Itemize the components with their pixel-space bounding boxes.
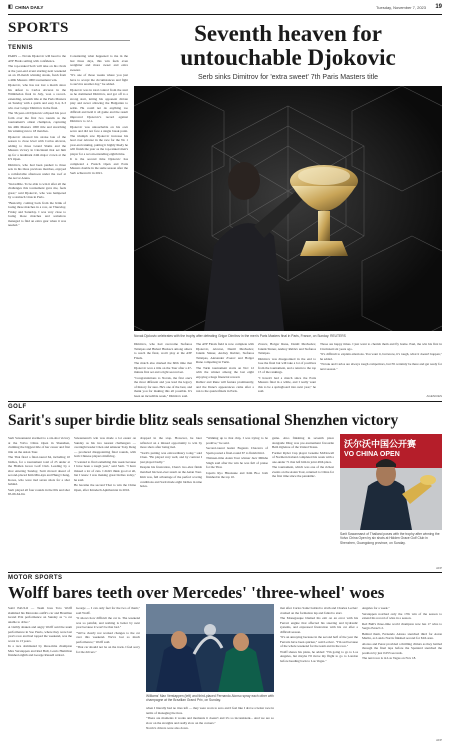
page-number: 19 — [435, 4, 442, 10]
golf-photo-sign-en: VO CHINA OPEN — [344, 451, 400, 458]
golf-col2: Suwannarut's win was made a lot easier on Sunday as his two nearest challengers — overnight leader Chen and amateur Tony Deng — produced disappointing final rounds, with both Chinese players misfiring. "I wanted to find something this week because I have been a tough year," said Sarit. "I have missed a lot of cuts. I didn't think good at all, but I knew I was making great birdies today," he said. He became the second Thai to win the China Open, after Kiradech Aphibarnrat in 2016. — [74, 436, 136, 492]
djokovic-photo-art — [134, 86, 442, 331]
golf-col1: Sarit Suwannarut stormed to a six-shot victory at the Volvo China Open in Shenzhen, claiming the biggest title of her career and first title on the Asian Tour. The Thai fired a final-round 64, including 10 birdies, for a tournament total of 25 under at the Hidden Grace Golf Club. Leading by a shot entering Sunday, Sarit moved ahead of second-placed Kim Min-kyu and Hung Chang, Korea, who were tied seven shots for a shot behind. Sarit played all four rounds in the 60s and shot 65-66-64-64. — [8, 436, 70, 496]
golf-col4: "Walking up to that chip, I was trying to be positive," he said. Second-round leader Eugenio Chacarra of Spain posted a final-round 67 to finish third. Thirteen-time Asian Tour winner Jeev Milkha Singh said after the win he was full of praise for the Thai. Japan's Ryo Hisatsune and Kim Bi-o both finished in the top 10. — [206, 436, 268, 479]
motor-photo-caption: Williams' Max Verstappen (left) and third-placed Fernando Alonso spray each other with champagne at the Brazilian Grand Prix, on Sunday. — [146, 694, 274, 703]
djokovic-col1: PARIS — Novak Djokovic will head to the ATP Finals sailing with confidence. The top-ranked Serb will take on his rivals at the year-end event starting next weekend on an 18-match winning streak, fresh from a 40th Masters 1000 tournament win. Djokovic, who has not lost a match since his defeat to Carlos Alcaraz in the Wimbledon final in July, won a record-extending, seventh title at the Paris Masters on Sunday with a quick and easy 6-4, 6-3 win over Grigor Dimitrov in the final. The 36-year-old Djokovic eclipsed his poor form over the first two rounds as the tournament's oldest champion, capturing his 40th Masters 1000 title and stretching his winning run to 18 matches. Djokovic showed his stroke late of the season to close level with Carlos Alcaraz, adding to three Grand Slams and the Masters victory in Cincinnati that set him up for a landmark 24th major crown at the US Open. Dimitrov, who had been pushed to three sets in his three previous matches, enjoyed a comfortable afternoon under the roof at the Accor Arena. "Incredible. To be able to win it after all the challenges this tournament gave me, feels great," said Djokovic, who was hampered by a stomach virus in Paris. "Basically, coming back from the brink of losing three matches in a row, on Thursday, Friday and Saturday. I was very close to losing those matches and somehow managed to find an extra gear when it was needed." — [8, 54, 66, 227]
masthead — [8, 4, 442, 13]
djokovic-col4: The ATP Finals field is now complete with Djokovic, Alcaraz, Daniil Medvedev, Jannik Sinner, Andrey Rublev, Stefanos Tsitsipas, Alexander Zverev and Holger Rune competing in Turin. The Turin tournament starts on Nov 12 with the winner among the last eight enjoying a huge financial reward. Rublev and Rune will feature prominently, and the Dane's appearances came after a run to the quarterfinals in Paris. — [196, 342, 254, 393]
motor-headline: Wolff bares teeth over Mercedes' 'three-wheel' woes — [8, 583, 385, 602]
motor-rule — [8, 572, 442, 573]
djokovic-credit: AGENCIES — [426, 394, 442, 398]
motor-photo-art — [146, 604, 274, 692]
motor-photo — [146, 604, 274, 692]
djokovic-col2: Considering what happened to me in the last three days, this win feels even weightier and more sweet and extra sweeter. "It's one of those weeks where you just have to accept the circumstances and fight to survive another day," he added. Djokovic was in total control from the start as he dominated Dimitrov, and got off to a strong start, letting his opponent dictate play and never allowing the Bulgarian to settle. He could not do anything too difficult and held it all game and the result improved Djokovic's record against Dimitrov to 12-1. Djokovic was untouchable on his own serve and did not face a single break point. The triumph saw Djokovic increase his lead over Alcaraz in the race for the No 1 year-end ranking, putting it highly likely he will finish the year as the top-ranked men's player for a record-extending eighth time. It is the second time Djokovic has completed a French Open and Paris Masters double in the same season after the Serb achieved it in 2021. — [70, 54, 128, 175]
djokovic-col3: Dimitrov, who had overcome Stefanos Tsitsipas and Hubert Hurkacz among others to reach the final, won't play at the ATP Finals. The match also marked the 60th time that Djokovic won a title on the Tour after a 47-minute first set and a tight second set. "Congratulations to Novak, the first one's the most different and you lead the legacy of history for sure. He's one of the best, and thank you for making this all possible. It's been an incredible week," Dimitrov said. — [134, 342, 192, 398]
masthead-date: Tuesday, November 7, 2023 — [375, 5, 426, 10]
djokovic-headline: Seventh heaven for untouchable Djokovic — [180, 21, 396, 70]
djokovic-photo — [134, 86, 442, 331]
motor-kicker: MOTOR SPORTS — [8, 575, 63, 581]
masthead-rule — [8, 14, 442, 15]
golf-photo-sign-cn: 沃尔沃中国公开赛 — [344, 439, 417, 449]
motor-col4: when I literally had no tires left — they were worn to zero and I feel like I drove a better race in terms of managing the tires. "There are moments it works and moments it doesn't and it's so inconsistent... And we are so slow on the straights and really slow on the corners." Norris's drivers were also down. — [146, 706, 274, 730]
djokovic-photo-caption: Novak Djokovic celebrates with the trophy after defeating Grigor Dimitrov in the men's Paris Masters final in Paris, France, on Sunday. REUTERS — [134, 334, 346, 338]
motor-col2: George — I can only feel for the two of them," said Wolff. "It shows how difficult the car is. The weekend was so painful, and nothing is better by next year because it won't be that bad." "We've clearly not worked changes to the car over this weekend. We've lost so much performance," Wolff said. "That car should not be on the track. I feel sorry for the drivers." — [76, 606, 140, 654]
djokovic-col5: Zverev, Holger Rune, Daniil Medvedev, Jannik Sinner, Andrey Rublev and Stefanos Tsitsipas. Dimitrov was disappointed in the end to lose the final but will take a lot of positives from the tournament, and a return to the top 15 of the rankings. "I haven't had a match since the Paris Masters final in a while, and I really want this to be a springboard into next year," he said. — [258, 342, 316, 393]
section-title: SPORTS — [8, 20, 69, 36]
golf-col3: dropped in the stop. However, he later reflected on a missed opportunity to win by more shots after being tied. "Sarit's putting was extraordinary today," said Chen. "He played very well, and by contrast I just played badly." Despite his frustration, Chen's two-shot finish matched his best-ever result on the Asian Tour. Kim was, full advantage of the perfect scoring conditions and Sarit made eight birdies in nine holes. — [140, 436, 202, 488]
motor-credit: AFP — [436, 738, 442, 742]
djokovic-subhead: Serb sinks Dimitrov for 'extra sweet' 7th Paris Masters title — [197, 74, 379, 81]
djokovic-col6-lower: Those are happy times. I just want to cherish them and fly home. Paul, the win his first in Cincinnati six years ago. "It's difficult to explain emotions. You want it, but know, it's tough, what it doesn't happen," he added. "Novak and Carlos are always tough competitors, but I'll certainly be there and get ready for next season." — [320, 342, 442, 371]
golf-credit: AFP — [436, 566, 442, 570]
golf-photo — [340, 434, 442, 530]
tennis-kicker: TENNIS — [8, 45, 34, 51]
paper-name: CHINA DAILY — [15, 4, 44, 10]
golf-rule — [8, 401, 442, 402]
golf-photo-caption: Sarit Suwannarut of Thailand poses with the trophy after winning the Volvo China Open by six shots at Hidden Grace Golf Club in Shenzhen, Guangdong province, on Sunday. — [340, 532, 440, 545]
motor-col5: mat after Carlos Sainz battled to sixth and Charles Leclerc crashed on the formation lap and failed to start. The Monegasque blamed his exit on an error with his Ferrari engine that affected his steering and hydraulic systems, and expressed frustration with his car after a difficult season. "It's an annoying because in the second half of the year the Ferraris have been quicker," said Leclerc. "I'm sad because of the whole weekend for the team and in the race." Wolff shares his plans, he added: "I'm going to go to Los Angeles, but maybe I'll move my flight to go to London before heading back to Las Vegas." — [280, 606, 358, 663]
paper-logo-icon: ◧ — [8, 4, 13, 10]
golf-kicker: GOLF — [8, 404, 27, 410]
golf-headline: Sarit's super birdie blitz seals sensational Shenzhen victory — [8, 412, 399, 429]
golf-col5: game. Also finishing in seventh place alongside Ding was pre-tournament favourite Beth Ogletree of the United States. Former Ryder Cup player Graeme McDowell of Northern Ireland completed his week with a one-under 71 that left him in joint 49th place. The tournament, which was one of the richest events on the Asian Tour, returned to China for the first time since the pandemic. — [272, 436, 334, 478]
sports-rule — [8, 40, 130, 41]
motor-col6: Angeles for a week." Verstappen notched only the 17th win of the season to extend his record of wins in a season. Red Bull's three-time world champion now has 17 wins to Sergio Perez's 2. Behind them, Fernando Alonso snatched third for Aston Martin, as Lando Norris finished second for McLaren. Alonso and Perez provided a thrilling climax as they battled through the final laps before the Spaniard snatched the position by just 0.053 seconds. The next race is in Las Vegas on Nov 18. — [362, 606, 442, 660]
motor-col1: SAO PAULO — Team boss Toto Wolff slammed his Mercedes outfit's car and Brazilian Grand Prix performance on Sunday as "a car unable to drive." A visibly shaken and angry Wolff said the team performance in Sao Paulo, where they were last year's race and had topped the weekend, was the worst in 13 years. In a race dominated by three-time champion Max Verstappen and Red Bull, Lewis Hamilton finished eighth and George Russell retired. — [8, 606, 72, 657]
